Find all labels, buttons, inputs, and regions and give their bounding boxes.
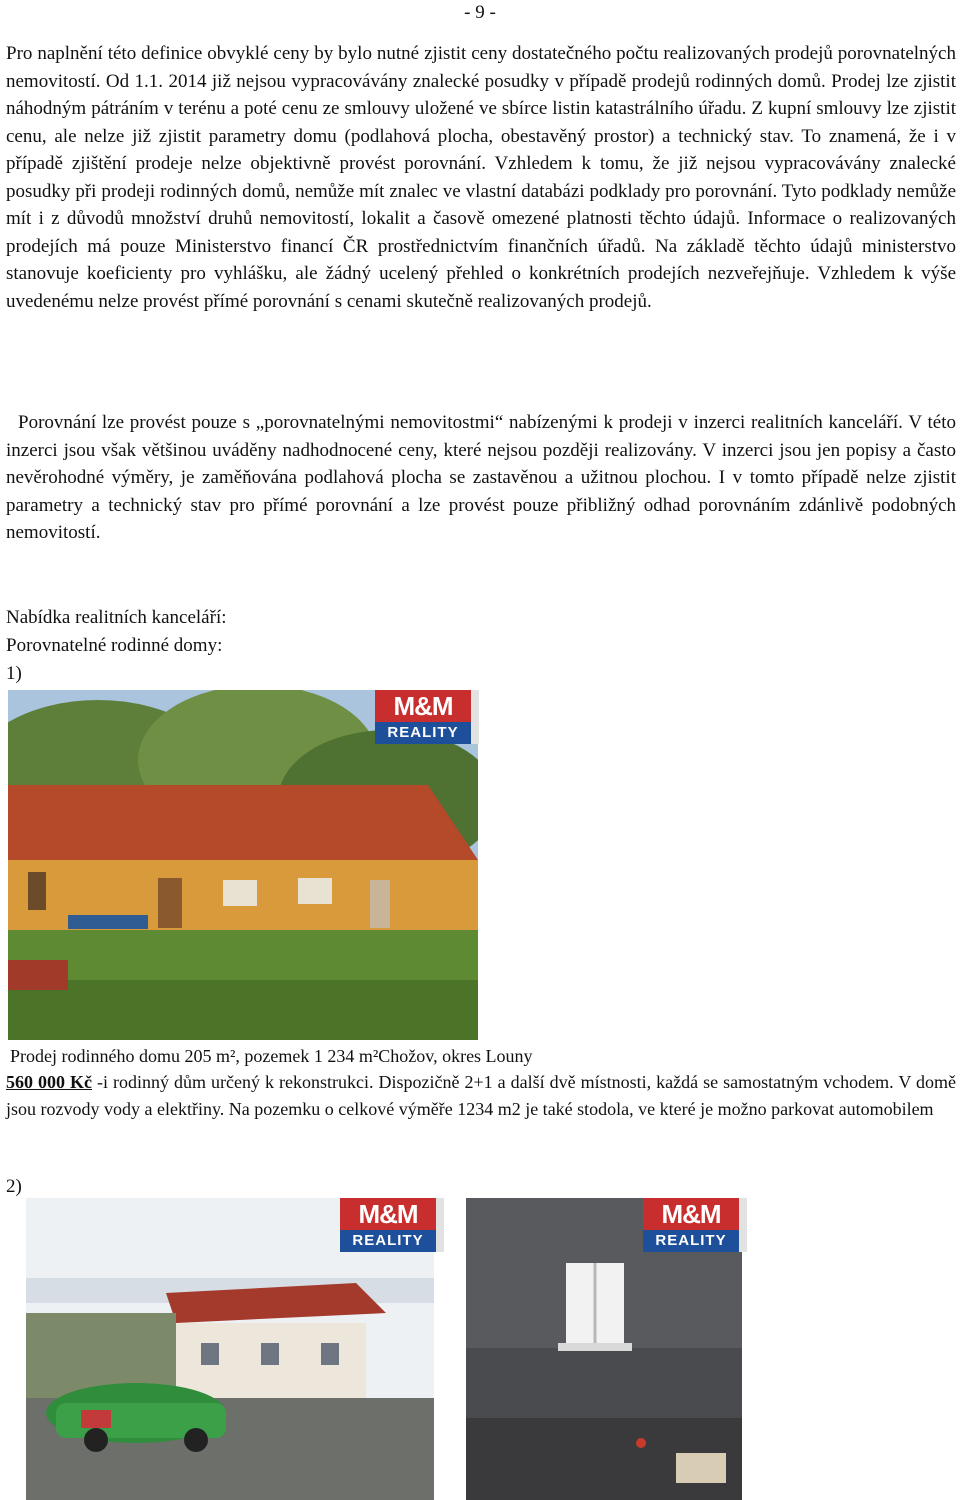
heading-offers: Nabídka realitních kanceláří: (6, 607, 227, 628)
item-1-number: 1) (6, 663, 22, 684)
item-1-text: -i rodinný dům určený k rekonstrukci. Dispozičně 2+1 a další dvě místnosti, každá se samostatným vchodem. V domě jsou rozvody vody a elektřiny. Na pozemku o celkové výměře 1234 m2 je také stodola, ve které je možno parkovat automobilem (6, 1072, 956, 1119)
paragraph-definition: Pro naplnění této definice obvyklé ceny by bylo nutné zjistit ceny dostatečného počtu realizovaných prodejů porovnatelných nemovitostí. Od 1.1. 2014 již nejsou vypracovávány znalecké posudky v případě prodejů rodinných domů. Prodej lze zjistit náhodným pátráním v terénu a poté cenu ze smlouvy uložené ve sbírce listin katastrálního úřadu. Z kupní smlouvy lze zjistit cenu, ale nelze již zjistit parametry domu (podlahová plocha, obestavěný prostor) a technický stav. To znamená, že i v případě zjištění prodeje nelze objektivně provést porovnání. Vzhledem k tomu, že již nejsou vypracovávány znalecké posudky při prodeji rodinných domů, nemůže mít znalec ve vlastní databázi podklady pro porovnání. Tyto podklady nemůže mít i z důvodů množství druhů nemovitostí, lokalit a časově omezené platnosti těchto údajů. Informace o realizovaných prodejích má pouze Ministerstvo financí ČR prostřednictvím finančních úřadů. Na základě těchto údajů ministerstvo stanovuje koeficienty pro vyhlášku, ale žádný ucelený přehled o konkrétních prodejích nezveřejňuje. Vzhledem k výše uvedenému nelze provést přímé porovnání s cenami skutečně realizovaných prodejů. (6, 43, 956, 312)
logo-side (436, 1198, 444, 1252)
logo-sub: REALITY (643, 1230, 739, 1252)
mm-reality-logo-2 (340, 1198, 444, 1252)
item-1-title: Prodej rodinného domu 205 m², pozemek 1 234 m²Chožov, okres Louny (10, 1046, 533, 1066)
item-1-description (6, 1069, 956, 1122)
logo-brand: M&M (375, 690, 471, 722)
logo-brand: M&M (340, 1198, 436, 1230)
item-1-price: 560 000 Kč (6, 1072, 93, 1092)
heading-houses: Porovnatelné rodinné domy: (6, 635, 223, 656)
logo-sub: REALITY (375, 722, 471, 744)
logo-sub: REALITY (340, 1230, 436, 1252)
page-number: - 9 - (464, 2, 496, 23)
logo-brand: M&M (643, 1198, 739, 1230)
item-2-number: 2) (6, 1176, 22, 1197)
logo-side (739, 1198, 747, 1252)
mm-reality-logo (375, 690, 479, 744)
logo-side (471, 690, 479, 744)
paragraph-comparison: Porovnání lze provést pouze s „porovnatelnými nemovitostmi“ nabízenými k prodeji v inzerci realitních kanceláří. V této inzerci jsou však většinou uváděny nadhodnocené ceny, které nejsou později realizovány. V inzerci jsou jen popisy a často nevěrohodné výměry, je zaměňována podlahová plocha se zastavěnou a užitnou plochou. I v tomto případě nelze zjistit parametry a technický stav pro přímé porovnání a lze provést pouze přibližný odhad porovnáním zdánlivě podobných nemovitostí. (6, 412, 956, 543)
mm-reality-logo-3 (643, 1198, 747, 1252)
